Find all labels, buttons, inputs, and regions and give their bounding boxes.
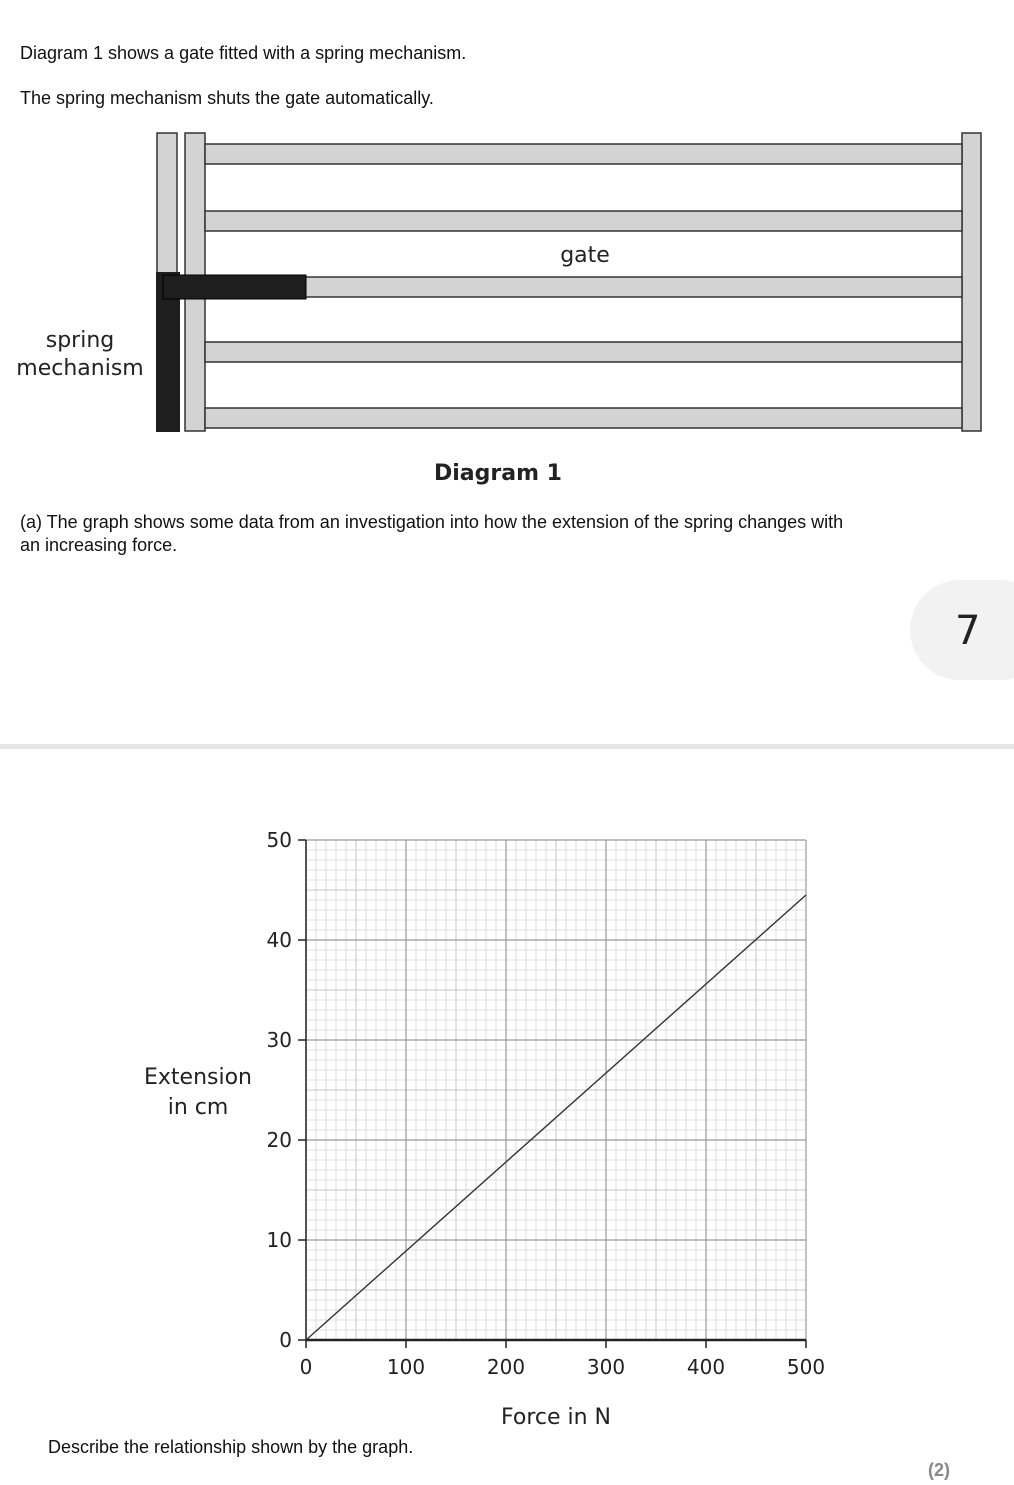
diagram-caption: Diagram 1 <box>434 461 562 486</box>
spring-label-line-2: mechanism <box>16 356 144 381</box>
marks-label: (2) <box>928 1460 950 1480</box>
intro-line-1: Diagram 1 shows a gate fitted with a spring mechanism. <box>20 43 467 63</box>
question-prompt: Describe the relationship shown by the graph. <box>48 1437 414 1457</box>
grid-minor <box>306 840 806 1340</box>
x-tick-label: 400 <box>686 1355 726 1379</box>
y-tick-label: 50 <box>266 828 292 852</box>
gate-rail <box>205 408 962 428</box>
gate-diagram <box>0 120 1014 490</box>
spring-mechanism-arm <box>163 275 306 299</box>
x-tick-label: 300 <box>586 1355 626 1379</box>
gate-rail <box>205 211 962 231</box>
extension-force-graph <box>0 800 1014 1440</box>
part-a-line-2: an increasing force. <box>20 535 178 555</box>
x-axis-label: Force in N <box>500 1405 612 1430</box>
gate-rail <box>205 277 962 297</box>
gate-rail <box>205 144 962 164</box>
spring-label-line-1: spring <box>45 328 115 353</box>
y-axis-label-line-1: Extension <box>143 1065 253 1090</box>
x-tick-label: 200 <box>486 1355 526 1379</box>
intro-line-2: The spring mechanism shuts the gate automatically. <box>20 88 434 108</box>
y-tick-label: 20 <box>266 1128 292 1152</box>
x-tick-label: 100 <box>386 1355 426 1379</box>
gate-label: gate <box>560 243 610 268</box>
part-a-line-1: (a) The graph shows some data from an investigation into how the extension of the spring changes with <box>20 512 844 532</box>
x-tick-label: 0 <box>299 1355 313 1379</box>
y-tick-label: 40 <box>266 928 292 952</box>
gate-right-upright <box>962 133 981 431</box>
x-tick-label: 500 <box>786 1355 826 1379</box>
page-divider <box>0 744 1014 749</box>
gate-rail <box>205 342 962 362</box>
page-number: 7 <box>955 608 981 654</box>
y-tick-label: 0 <box>279 1328 292 1352</box>
y-tick-label: 30 <box>266 1028 292 1052</box>
y-axis-label-line-2: in cm <box>167 1095 229 1120</box>
y-tick-label: 10 <box>266 1228 292 1252</box>
